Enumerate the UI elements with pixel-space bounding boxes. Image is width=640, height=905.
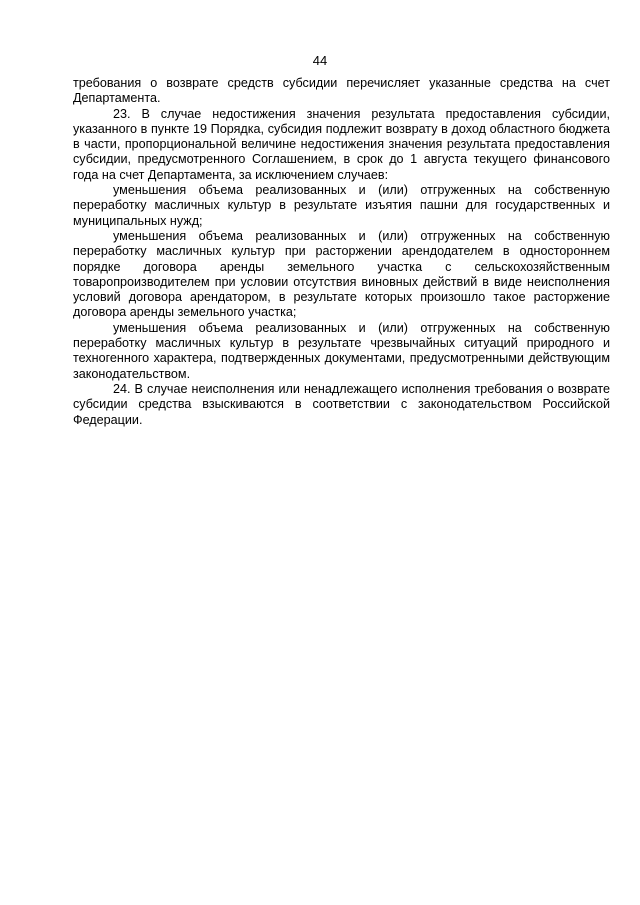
paragraph-clause-24: 24. В случае неисполнения или ненадлежащего исполнения требования о возврате субсидии средства взыскиваются в соответствии с законодательством Российской Федерации.	[73, 381, 610, 427]
paragraph-continuation: требования о возврате средств субсидии перечисляет указанные средства на счет Департамента.	[73, 76, 610, 106]
paragraph-clause-23: 23. В случае недостижения значения результата предоставления субсидии, указанного в пункте 19 Порядка, субсидия подлежит возврату в доход областного бюджета в части, пропорциональной величине недостижения значения результата предоставления субсидии, предусмотренного Соглашением, в срок до 1 августа текущего финансового года на счет Департамента, за исключением случаев:	[73, 106, 610, 182]
paragraph-exception-lease-termination: уменьшения объема реализованных и (или) отгруженных на собственную переработку масличных культур при расторжении арендодателем в одностороннем порядке договора аренды земельного участка с сельскохозяйственным товаропроизводителем при условии отсутствия виновных действий в виде неисполнения условий договора арендатором, в результате которых произошло такое расторжение договора аренды земельного участка;	[73, 228, 610, 320]
paragraph-exception-emergency: уменьшения объема реализованных и (или) отгруженных на собственную переработку масличных культур в результате чрезвычайных ситуаций природного и техногенного характера, подтвержденных документами, предусмотренными действующим законодательством.	[73, 320, 610, 381]
page-number: 44	[312, 53, 328, 68]
paragraph-exception-land-seizure: уменьшения объема реализованных и (или) отгруженных на собственную переработку масличных культур в результате изъятия пашни для государственных и муниципальных нужд;	[73, 183, 610, 228]
document-body	[73, 76, 610, 428]
